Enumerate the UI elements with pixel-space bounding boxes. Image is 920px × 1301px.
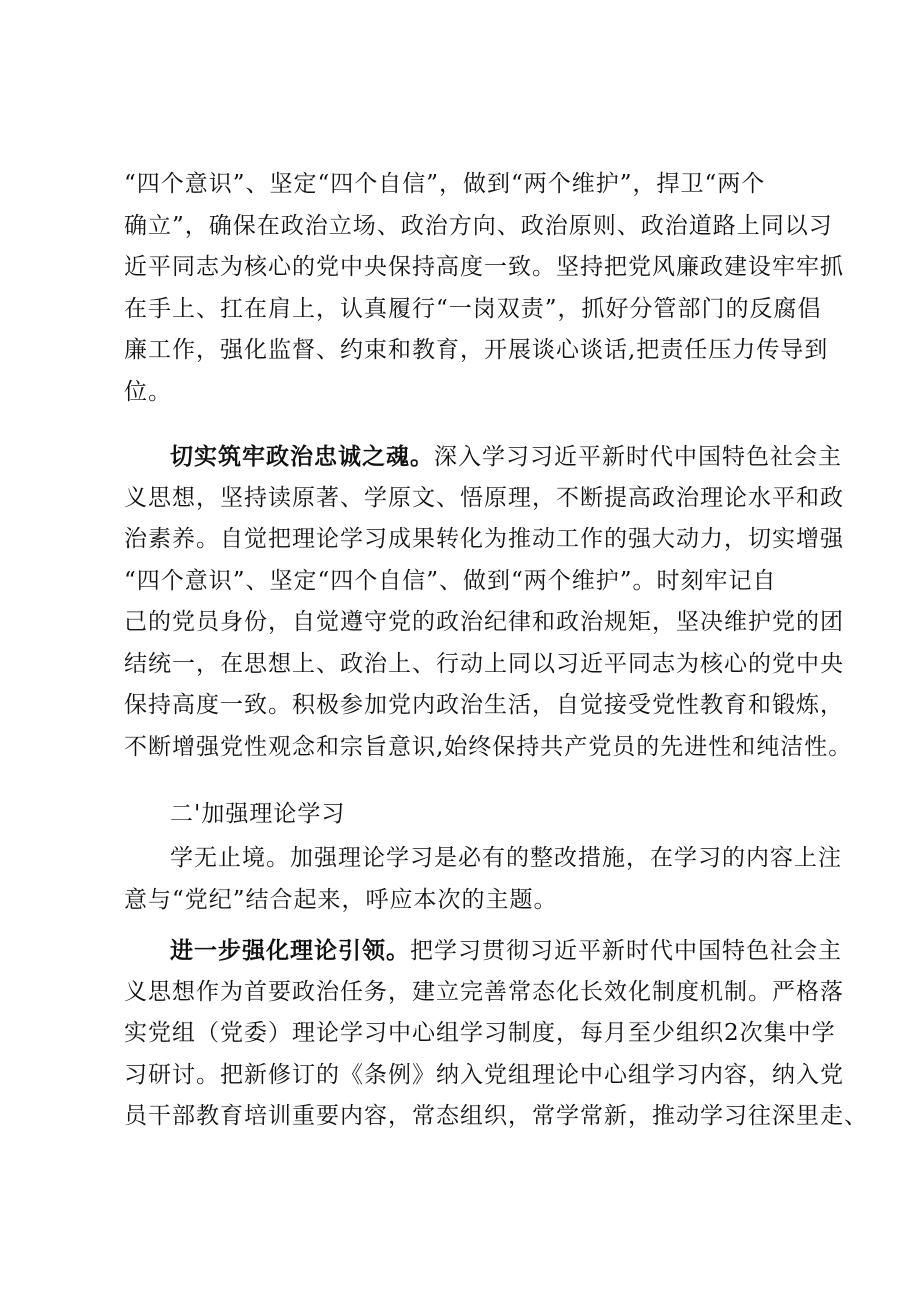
text-line	[124, 436, 842, 478]
text-line: 保持高度一致。积极参加党内政治生活，自觉接受党性教育和锻炼，	[124, 692, 844, 718]
text-line: “四个意识”、坚定“四个自信”，做到“两个维护”，捍卫“两个	[124, 171, 766, 197]
paragraph-text: 深入学习习近平新时代中国特色社会主	[434, 444, 842, 470]
text-line: 习研讨。把新修订的《条例》纳入党组理论中心组学习内容，纳入党	[124, 1061, 844, 1088]
text-line: 位。	[124, 378, 172, 405]
paragraph-text: 把学习贯彻习近平新时代中国特色社会主	[410, 938, 842, 964]
text-line: 近平同志为核心的党中央保持高度一致。坚持把党风廉政建设牢牢抓	[124, 254, 844, 280]
paragraph-2	[124, 436, 853, 768]
text-line: 意与“党纪”结合起来，呼应本次的主题。	[124, 886, 558, 913]
text-line: 学无止境。加强理论学习是必有的整改措施，在学习的内容上注	[170, 845, 842, 871]
text-line: 确立”，确保在政治立场、政治方向、政治原则、政治道路上同以习	[124, 212, 833, 239]
text-line: 结统一，在思想上、政治上、行动上同以习近平同志为核心的党中央	[124, 650, 844, 677]
section-heading-block	[124, 794, 814, 836]
text-line: 在手上、扛在肩上，认真履行“一岗双责”，抓好分管部门的反腐倡	[124, 295, 822, 322]
text-line: 义思想，坚持读原著、学原文、悟原理，不断提高政治理论水平和政	[124, 484, 844, 511]
text-line: “四个意识”、坚定“四个自信”、做到“两个维护”。时刻牢记自	[124, 567, 777, 594]
text-line: 不断增强党性观念和宗旨意识,始终保持共产党员的先进性和纯洁性。	[124, 733, 853, 760]
paragraph-3	[124, 838, 842, 921]
text-line: 廉工作，强化监督、约束和教育，开展谈心谈话,把责任压力传导到	[124, 337, 829, 363]
paragraph-1	[124, 164, 844, 413]
text-line: 义思想作为首要政治任务，建立完善常态化长效化制度机制。严格落	[124, 978, 844, 1005]
paragraph-lead: 切实筑牢政治忠诚之魂。	[170, 443, 434, 470]
text-line	[124, 930, 842, 972]
text-line: 己的党员身份，自觉遵守党的政治纪律和政治规矩，坚决维护党的团	[124, 609, 844, 635]
section-heading: 二'加强理论学习	[170, 801, 346, 827]
text-line: 员干部教育培训重要内容，常态组织，常学常新，推动学习往深里走、	[124, 1103, 868, 1129]
paragraph-lead: 进一步强化理论引领。	[170, 937, 410, 964]
text-line: 治素养。自觉把理论学习成果转化为推动工作的强大动力，切实增强	[124, 526, 844, 552]
text-line: 实党组（党委）理论学习中心组学习制度，每月至少组织2次集中学	[124, 1020, 836, 1046]
paragraph-4	[124, 930, 868, 1138]
